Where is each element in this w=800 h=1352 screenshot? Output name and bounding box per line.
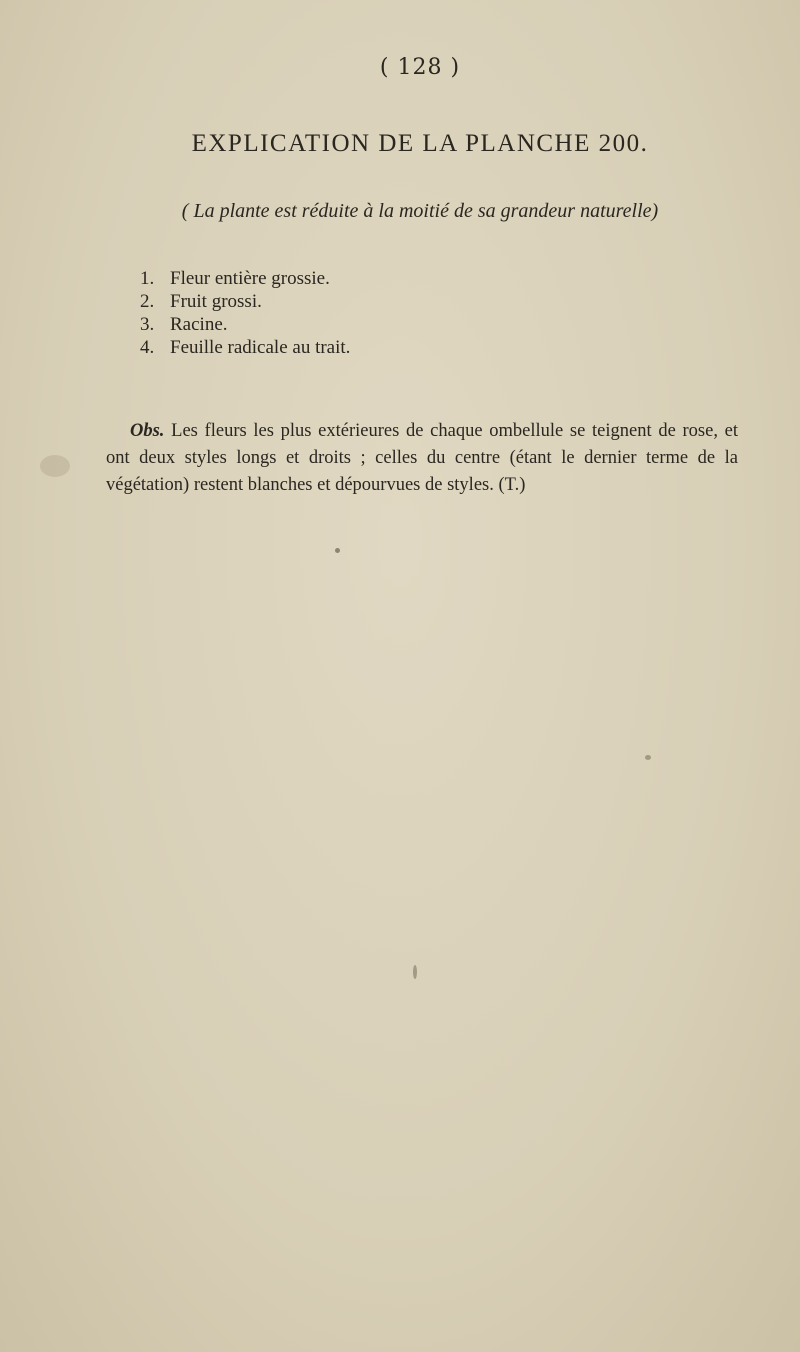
figure-number: 4.	[140, 337, 155, 358]
plate-subtitle: ( La plante est réduite à la moitié de sa grandeur naturelle)	[181, 200, 659, 222]
plate-title: EXPLICATION DE LA PLANCHE 200.	[191, 130, 649, 157]
list-item	[140, 267, 350, 290]
paper-stain	[40, 455, 70, 477]
page-number: ( 128 )	[379, 55, 461, 80]
figure-number: 3.	[140, 314, 155, 335]
figure-description: Fruit grossi.	[170, 291, 262, 312]
figure-number: 2.	[140, 291, 155, 312]
observation-lead: Obs.	[130, 421, 165, 441]
observation-paragraph	[106, 418, 738, 499]
paper-stain	[335, 548, 340, 553]
paper-stain	[645, 755, 651, 760]
list-item	[140, 336, 350, 359]
list-item	[140, 313, 350, 336]
observation-text: Les fleurs les plus extérieures de chaque ombellule se teignent de rose, et ont deux styles longs et droits ; celles du centre (étant le dernier terme de la végétation) restent blanches et dépourvues de styles. (T.)	[106, 421, 738, 495]
figure-description: Fleur entière grossie.	[170, 268, 330, 289]
figure-number: 1.	[140, 268, 155, 289]
paper-stain	[413, 965, 417, 979]
figure-description: Feuille radicale au trait.	[170, 337, 351, 358]
list-item	[140, 290, 350, 313]
figure-description: Racine.	[170, 314, 228, 335]
figure-list	[140, 267, 350, 359]
